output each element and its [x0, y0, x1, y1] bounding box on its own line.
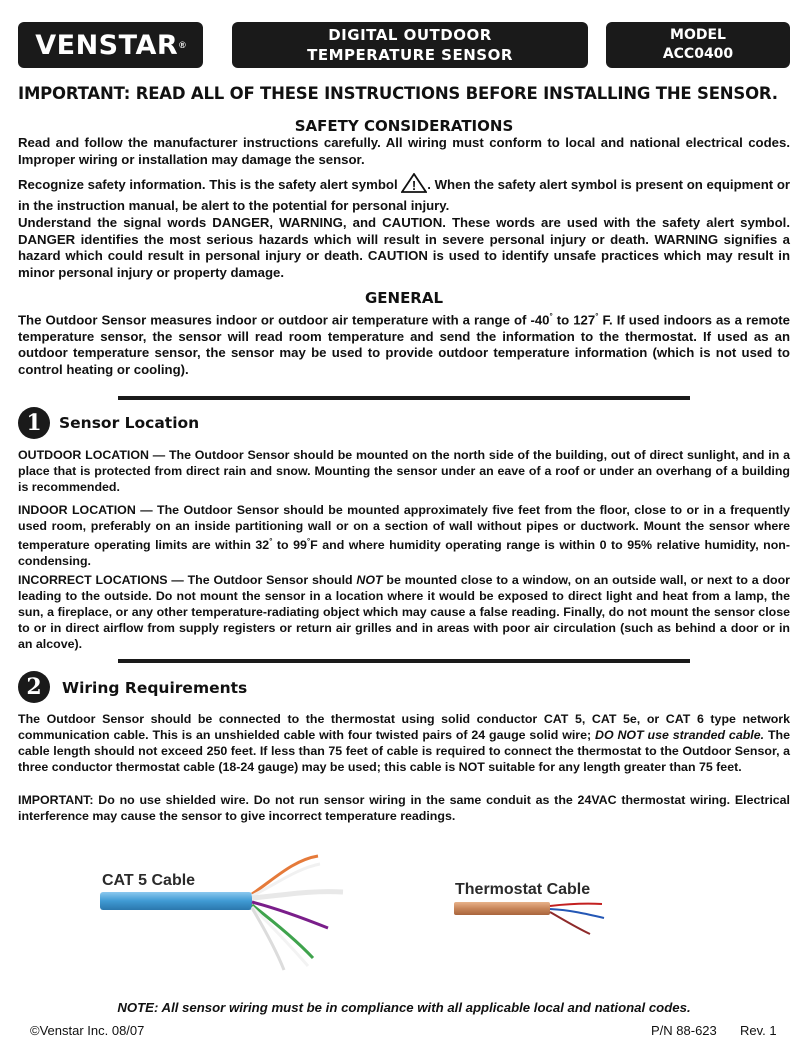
degree-mark: °	[269, 537, 273, 546]
degree-mark: °	[595, 312, 599, 321]
title-line-1: DIGITAL OUTDOOR	[328, 26, 492, 44]
indoor-text-1: The Outdoor Sensor should be mounted approximately five feet from the floor, close to or in a frequently used room, preferably on an inside partitioning wall or on a section of wall without pipes or ductwork. Mount the sensor where temperature operating limits are within 32	[18, 503, 791, 553]
safety-paragraph-1: Read and follow the manufacturer instructions carefully. All wiring must conform to local and national electrical codes. Improper wiring or installation may damage the sensor.	[18, 135, 790, 167]
revision: Rev. 1	[740, 1023, 777, 1038]
registered-mark: ®	[179, 40, 186, 50]
brand-name: VENSTAR	[35, 29, 179, 61]
important-banner: IMPORTANT: READ ALL OF THESE INSTRUCTIONS BEFORE INSTALLING THE SENSOR.	[18, 84, 778, 103]
safety-paragraph-2	[18, 173, 790, 214]
general-text-2: to 127	[552, 312, 596, 328]
thermostat-cable-label: Thermostat Cable	[455, 881, 591, 898]
stranded-warning: DO NOT use stranded cable.	[595, 728, 765, 742]
alert-symbol-icon	[401, 173, 427, 198]
indoor-text-2: to 99	[272, 538, 307, 553]
brown-wire	[550, 912, 590, 934]
safety-paragraph-3: Understand the signal words DANGER, WARNING, and CAUTION. These words are used with the safety alert symbol. DANGER identifies the most serious hazards which will result in severe personal injury or death. WARNING signifies a hazard which could result in personal injury or death. CAUTION is used to identify unsafe practices which may result in minor personal injury or property damage.	[18, 215, 790, 280]
dash: —	[135, 503, 158, 517]
wiring-text-1: The Outdoor Sensor should be connected to the thermostat using solid conductor CAT 5, CAT 5e, or CAT 6 type network communication cable. This is an unshielded cable with four twisted pairs of 24 gauge solid wire;	[18, 712, 790, 742]
model-box	[606, 22, 790, 68]
wiring-paragraph-2: IMPORTANT: Do no use shielded wire. Do not run sensor wiring in the same conduit as the 24VAC thermostat wiring. Electrical interference may cause the sensor to give incorrect temperature readings.	[18, 793, 790, 823]
wiring-text-2: The cable length should not exceed 250 feet. If less than 75 feet of cable is required to connect the thermostat to the Outdoor Sensor, a three conductor thermostat cable (18-24 gauge) may be used; this cable is NOT suitable for any length greater than 75 feet.	[18, 728, 790, 774]
degree-mark: °	[306, 537, 311, 546]
indoor-location-paragraph	[18, 502, 790, 569]
safety-p2-before: Recognize safety information. This is the safety alert symbol	[18, 177, 398, 192]
title-line-2: TEMPERATURE SENSOR	[307, 46, 513, 64]
red-wire	[550, 904, 602, 906]
cat5-cable-illustration	[98, 850, 398, 990]
outdoor-location-label: OUTDOOR LOCATION	[18, 448, 149, 462]
outdoor-location-text: The Outdoor Sensor should be mounted on the north side of the building, out of direct sunlight, and in a place that is protected from direct rain and snow. Mounting the sensor under an eave of a roof or under an overhang of a building is recommended.	[18, 448, 790, 494]
dash: —	[167, 573, 188, 587]
alert-symbol-glyph: !	[412, 178, 417, 193]
divider-1	[118, 396, 690, 400]
copyright: ©Venstar Inc. 08/07	[30, 1023, 145, 1038]
incorrect-text-1: The Outdoor Sensor should	[187, 573, 357, 587]
part-number: P/N 88-623	[651, 1023, 717, 1038]
wiring-paragraph-1	[18, 711, 790, 775]
general-text-1: The Outdoor Sensor measures indoor or outdoor air temperature with a range of -40	[18, 312, 550, 328]
venstar-logo	[18, 22, 203, 68]
model-number: ACC0400	[662, 46, 734, 62]
cat5-jacket	[100, 892, 252, 910]
safety-p2-after: . When the safety alert symbol is present on equipment or in the instruction manual, be alert to the potential for personal injury.	[18, 177, 791, 213]
model-label: MODEL	[670, 27, 726, 43]
section-1-number: 1	[18, 407, 50, 439]
general-text-3: F. If used indoors as a remote temperature sensor, the sensor will read room temperature and send the information to the thermostat. If used as an outdoor temperature sensor, the sensor may be used to provide outdoor temperature information (which is not used to control heating or cooling).	[18, 312, 790, 377]
not-emphasis: NOT	[356, 573, 383, 587]
thermostat-cable-illustration	[452, 898, 612, 948]
incorrect-text-2: be mounted close to a window, on an outside wall, or next to a door leading to the outside. Do not mount the sensor in a location where it would be exposed to direct light and heat from a lamp, the sun, a fireplace, or any other temperature-radiating object which may cause a false reading. Finally, do not mount the sensor close to or in direct airflow from supply registers or return air grilles and in areas with poor air circulation (such as behind a door or in an alcove).	[18, 573, 790, 651]
orange-pair	[252, 856, 318, 894]
degree-mark: °	[549, 312, 553, 321]
safety-heading: SAFETY CONSIDERATIONS	[294, 117, 514, 135]
outdoor-location-paragraph	[18, 447, 790, 495]
incorrect-locations-label: INCORRECT LOCATIONS	[18, 573, 168, 587]
section-2-number: 2	[18, 671, 50, 703]
incorrect-locations-paragraph	[18, 572, 790, 652]
general-heading: GENERAL	[364, 289, 444, 307]
thermostat-jacket	[454, 902, 550, 915]
divider-2	[118, 659, 690, 663]
indoor-text-3: F and where humidity operating range is within 0 to 95% relative humidity, non-condensing.	[18, 538, 791, 569]
green-pair	[252, 905, 313, 958]
product-title-box	[232, 22, 588, 68]
compliance-note: NOTE: All sensor wiring must be in compliance with all applicable local and national codes.	[117, 1000, 691, 1015]
cat5-cable-label: CAT 5 Cable	[102, 872, 196, 889]
general-paragraph	[18, 309, 790, 378]
indoor-location-label: INDOOR LOCATION	[18, 503, 136, 517]
dash: —	[148, 448, 169, 462]
section-1-title: Sensor Location	[59, 414, 200, 432]
separator-spline	[252, 892, 343, 898]
section-2-title: Wiring Requirements	[62, 679, 248, 697]
